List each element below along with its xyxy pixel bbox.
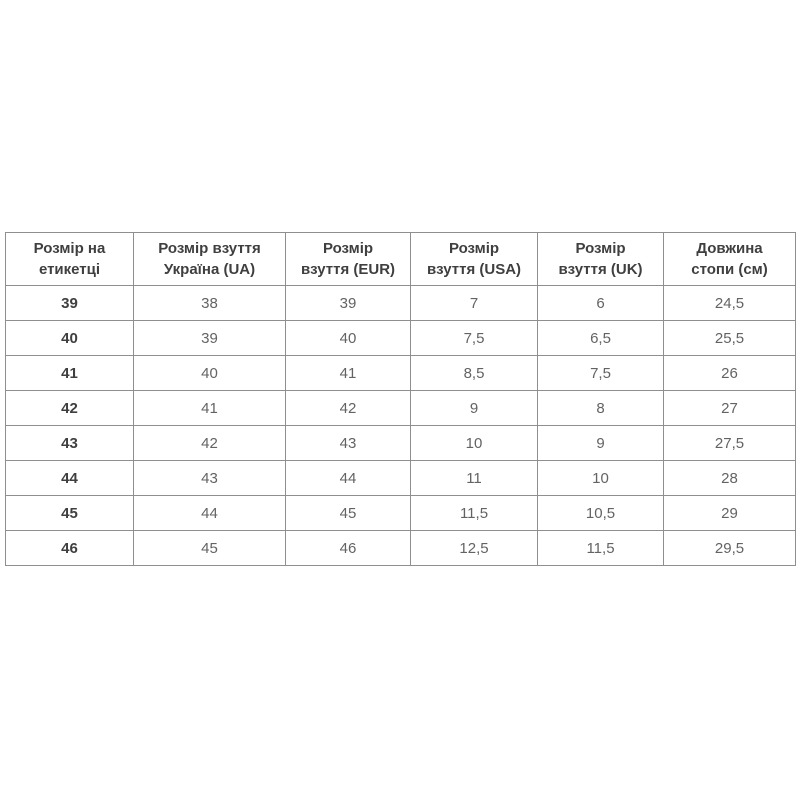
cell-uk-size: 10 (538, 461, 664, 496)
cell-uk-size: 6 (538, 286, 664, 321)
header-line: Розмір (322, 240, 374, 257)
header-line: етикетці (38, 261, 101, 278)
cell-eur-size: 43 (286, 426, 411, 461)
header-line: взуття (UK) (558, 261, 643, 278)
cell-eur-size: 41 (286, 356, 411, 391)
table-row (6, 496, 796, 531)
cell-uk-size: 9 (538, 426, 664, 461)
header-line: взуття (EUR) (300, 261, 396, 278)
header-line: Довжина (696, 240, 763, 257)
table-row (6, 286, 796, 321)
cell-label-size: 42 (6, 391, 134, 426)
cell-eur-size: 45 (286, 496, 411, 531)
cell-usa-size: 12,5 (411, 531, 538, 566)
cell-ua-size: 40 (134, 356, 286, 391)
cell-label-size: 44 (6, 461, 134, 496)
cell-usa-size: 8,5 (411, 356, 538, 391)
header-line: взуття (USA) (426, 261, 522, 278)
cell-ua-size: 45 (134, 531, 286, 566)
cell-foot-length: 24,5 (664, 286, 796, 321)
cell-usa-size: 9 (411, 391, 538, 426)
cell-label-size: 45 (6, 496, 134, 531)
cell-ua-size: 43 (134, 461, 286, 496)
cell-eur-size: 46 (286, 531, 411, 566)
cell-foot-length: 25,5 (664, 321, 796, 356)
cell-ua-size: 41 (134, 391, 286, 426)
cell-label-size: 43 (6, 426, 134, 461)
cell-foot-length: 29,5 (664, 531, 796, 566)
table-row (6, 531, 796, 566)
table-body (6, 286, 796, 566)
header-eur-size (286, 233, 411, 286)
header-line: Україна (UA) (163, 261, 256, 278)
cell-foot-length: 26 (664, 356, 796, 391)
header-row (6, 233, 796, 286)
cell-foot-length: 27 (664, 391, 796, 426)
shoe-size-conversion-table (5, 232, 796, 566)
cell-ua-size: 44 (134, 496, 286, 531)
cell-eur-size: 39 (286, 286, 411, 321)
cell-uk-size: 11,5 (538, 531, 664, 566)
cell-foot-length: 28 (664, 461, 796, 496)
header-uk-size (538, 233, 664, 286)
cell-usa-size: 7,5 (411, 321, 538, 356)
cell-ua-size: 38 (134, 286, 286, 321)
cell-ua-size: 42 (134, 426, 286, 461)
header-label-size (6, 233, 134, 286)
header-line: Розмір (448, 240, 500, 257)
cell-uk-size: 10,5 (538, 496, 664, 531)
cell-uk-size: 8 (538, 391, 664, 426)
cell-label-size: 41 (6, 356, 134, 391)
table-row (6, 391, 796, 426)
cell-uk-size: 6,5 (538, 321, 664, 356)
table-row (6, 461, 796, 496)
header-line: стопи (см) (691, 261, 768, 278)
table-row (6, 356, 796, 391)
header-ua-size (134, 233, 286, 286)
header-usa-size (411, 233, 538, 286)
header-line: Розмір (575, 240, 626, 257)
cell-eur-size: 42 (286, 391, 411, 426)
cell-ua-size: 39 (134, 321, 286, 356)
table-header (6, 233, 796, 286)
cell-usa-size: 11 (411, 461, 538, 496)
cell-label-size: 39 (6, 286, 134, 321)
cell-eur-size: 40 (286, 321, 411, 356)
cell-usa-size: 11,5 (411, 496, 538, 531)
cell-label-size: 40 (6, 321, 134, 356)
header-foot-length (664, 233, 796, 286)
cell-usa-size: 10 (411, 426, 538, 461)
header-line: Розмір взуття (158, 240, 261, 257)
cell-eur-size: 44 (286, 461, 411, 496)
table-row (6, 426, 796, 461)
cell-label-size: 46 (6, 531, 134, 566)
cell-foot-length: 27,5 (664, 426, 796, 461)
cell-usa-size: 7 (411, 286, 538, 321)
cell-uk-size: 7,5 (538, 356, 664, 391)
table-row (6, 321, 796, 356)
header-line: Розмір на (33, 240, 106, 257)
cell-foot-length: 29 (664, 496, 796, 531)
